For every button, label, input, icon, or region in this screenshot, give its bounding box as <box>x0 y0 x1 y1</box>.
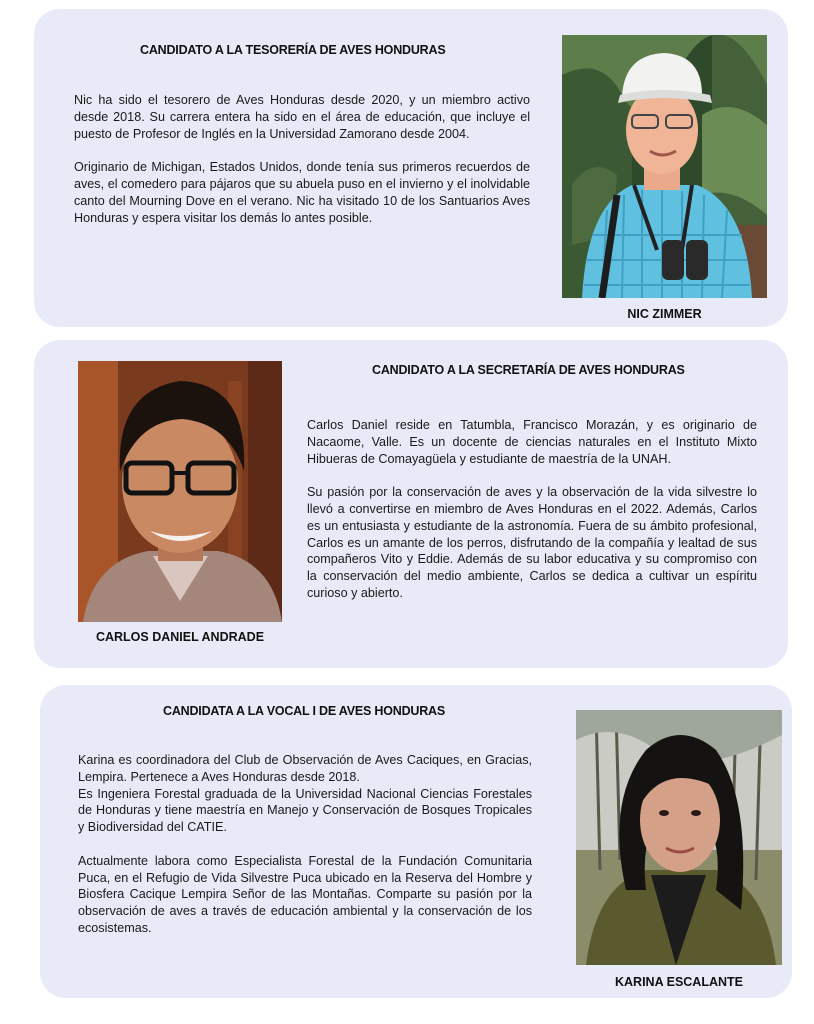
candidate-name-secretary: CARLOS DANIEL ANDRADE <box>95 630 265 644</box>
candidate-title-vocal: CANDIDATA A LA VOCAL I DE AVES HONDURAS <box>163 704 446 718</box>
photo-nic-zimmer <box>562 35 767 298</box>
bio-paragraph: Carlos Daniel reside en Tatumbla, Francisco Morazán, y es originario de Nacaome, Valle. Es un docente de ciencias naturales en el Instituto Mixto Hibueras de Comayagüela y estudiante de maestría de la UNAH. <box>307 418 757 466</box>
candidate-name-vocal: KARINA ESCALANTE <box>614 975 743 989</box>
candidate-bio-treasurer <box>74 92 530 226</box>
bio-paragraph: Su pasión por la conservación de aves y la observación de la vida silvestre lo llevó a convertirse en miembro de Aves Honduras en el 2022. Además, Carlos es un entusiasta y estudiante de la astronomía. Fuera de su ámbito profesional, Carlos es un amante de los perros, disfrutando de la compañía y lealtad de sus compañeros Vito y Eddie. Además de su labor educativa y su compromiso con la conservación del medio ambiente, Carlos se dedica a cultivar un espíritu curioso y abierto. <box>307 485 757 600</box>
candidate-title-secretary: CANDIDATO A LA SECRETARÍA DE AVES HONDURAS <box>372 363 685 377</box>
candidate-title-treasurer: CANDIDATO A LA TESORERÍA DE AVES HONDURAS <box>140 43 446 57</box>
photo-karina-escalante <box>576 710 782 965</box>
photo-carlos-daniel-andrade <box>78 361 282 622</box>
bio-paragraph: Originario de Michigan, Estados Unidos, donde tenía sus primeros recuerdos de aves, el comedero para pájaros que su abuela puso en el invierno y el inolvidable canto del Mourning Dove en el verano. Nic ha visitado 10 de los Santuarios Aves Honduras y espera visitar los demás lo antes posible. <box>74 160 530 225</box>
candidate-bio-vocal <box>78 752 532 937</box>
bio-paragraph: Nic ha sido el tesorero de Aves Honduras desde 2020, y un miembro activo desde 2018. Su carrera entera ha sido en el área de educación, que incluye el puesto de Profesor de Inglés en la Universidad Zamorano desde 2004. <box>74 93 530 141</box>
bio-paragraph: Karina es coordinadora del Club de Observación de Aves Caciques, en Gracias, Lempira. Pertenece a Aves Honduras desde 2018. <box>78 753 532 784</box>
candidate-name-treasurer: NIC ZIMMER <box>627 307 702 321</box>
bio-paragraph: Es Ingeniera Forestal graduada de la Universidad Nacional Ciencias Forestales de Honduras y tiene maestría en Manejo y Conservación de Bosques Tropicales y Biodiversidad del CATIE. <box>78 786 532 835</box>
candidate-bio-secretary <box>307 417 757 602</box>
bio-paragraph: Actualmente labora como Especialista Forestal de la Fundación Comunitaria Puca, en el Refugio de Vida Silvestre Puca ubicado en la Reserva del Hombre y Biosfera Cacique Lempira Señor de las Montañas. Comparte su pasión por la observación de aves a través de educación ambiental y la conservación de los ecosistemas. <box>78 853 532 935</box>
